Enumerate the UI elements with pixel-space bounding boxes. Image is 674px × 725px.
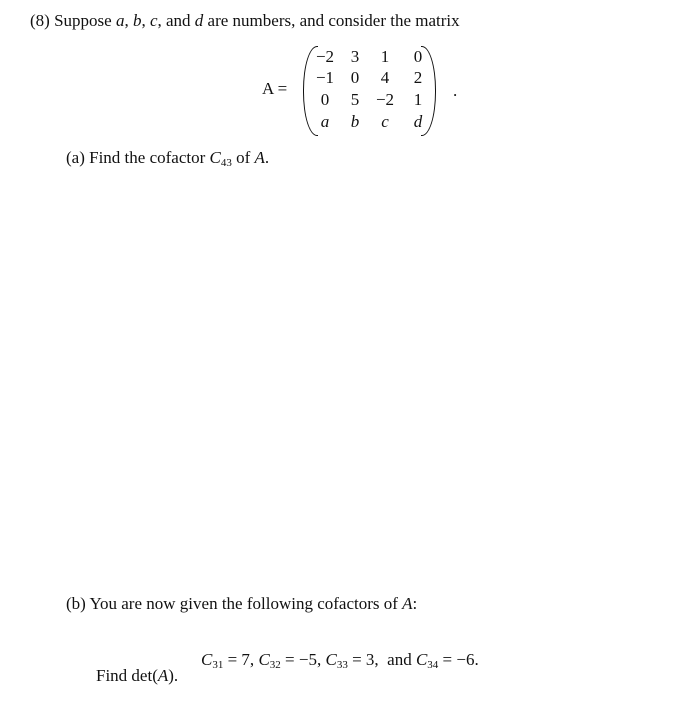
matrix-entry: c: [381, 112, 389, 131]
matrix-entry: 2: [413, 68, 423, 87]
cofactor-c33: $C_{33} = 3$, and: [325, 650, 416, 671]
matrix-entry: 4: [380, 68, 390, 87]
matrix-entry: 3: [350, 47, 360, 66]
matrix-label: A =: [262, 79, 288, 98]
matrix-entry: −1: [315, 68, 335, 87]
matrix-entry: 0: [350, 68, 360, 87]
cofactor-c34: $C_{34} = -6$.: [415, 650, 479, 671]
matrix-entry: −2: [375, 90, 395, 109]
find-determinant: Find det(A).: [96, 666, 179, 685]
part-a-question: (a) Find the cofactor $C_{43}$ of A.: [66, 148, 270, 169]
matrix-entry: 5: [350, 90, 360, 109]
matrix-entry: b: [350, 112, 360, 131]
matrix-entry: −2: [315, 47, 335, 66]
cofactor-values: [184, 630, 479, 691]
matrix-entry: 1: [380, 47, 390, 66]
part-b-question: (b) You are now given the following cofactors of A:: [66, 594, 418, 613]
cofactor-c31: $C_{31} = 7$,: [201, 650, 259, 671]
matrix-entry: a: [320, 112, 330, 131]
matrix-entry: 0: [320, 90, 330, 109]
problem-intro: (8) Suppose a, b, c, and d are numbers, and consider the matrix: [30, 11, 460, 30]
matrix-period: .: [453, 81, 458, 100]
matrix-entry: 0: [413, 47, 423, 66]
cofactor-c32: $C_{32} = -5$,: [258, 650, 326, 671]
matrix-entry: 1: [413, 90, 423, 109]
matrix-entry: d: [413, 112, 423, 131]
